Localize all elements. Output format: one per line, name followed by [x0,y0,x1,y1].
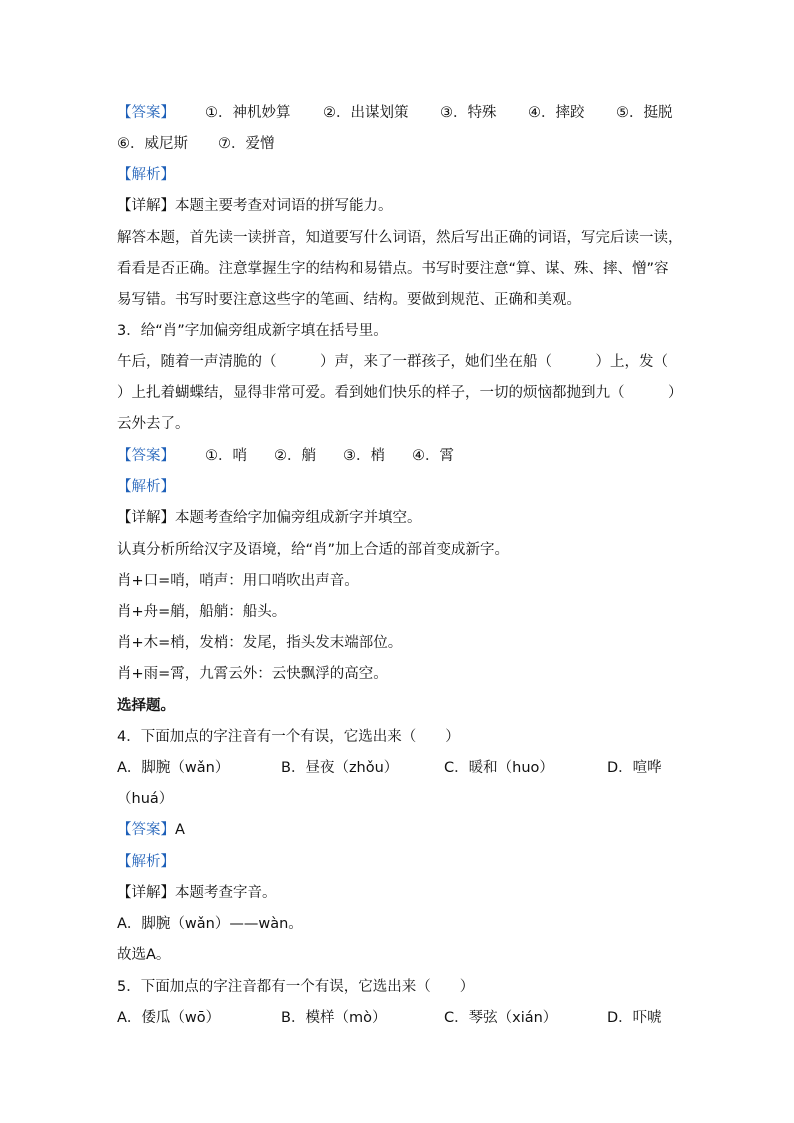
q4-explain: A．脚腕（wǎn）——wàn。 [117,916,303,932]
q5-stem: 5．下面加点的字注音都有一个有误，它选出来（ ） [117,979,475,995]
q2-detail [117,197,393,215]
q3-item-1: 肖+口=哨，哨声：用口哨吹出声音。 [117,573,359,589]
q2-answer-3: ③．特殊 [440,105,497,121]
q4-detail [117,884,277,902]
q4-answer: A [175,822,185,838]
q2-answer-1: ①．神机妙算 [205,105,291,121]
section-title: 选择题。 [117,698,175,714]
q3-answer-tag: 【答案】 [117,448,175,464]
q4-conclusion: 故选A。 [117,947,171,963]
q5-option-b: B．模样（mò） [281,1010,387,1026]
q4-analysis-tag: 【解析】 [117,854,175,870]
q2-para-1: 解答本题，首先读一读拼音，知道要写什么词语，然后写出正确的词语，写完后读一读， [117,230,683,246]
q3-stem: 3．给“肖”字加偏旁组成新字填在括号里。 [117,323,388,339]
q3-answer-2: ②．艄 [274,448,316,464]
q2-answer-2: ②．出谋划策 [323,105,409,121]
q3-item-2: 肖+舟=艄，船艄：船头。 [117,604,287,620]
detail-tag: 【详解】 [117,198,175,214]
q3-detail [117,509,422,527]
q2-para-2: 看看是否正确。注意掌握生字的结构和易错点。书写时要注意“算、谋、殊、摔、憎”容 [117,261,669,277]
q4-option-d: D．喧哗 [607,760,662,776]
q3-line-2: ）上扎着蝴蝶结，显得非常可爱。看到她们快乐的样子，一切的烦恼都抛到九（ ） [117,385,683,401]
detail-tag: 【详解】 [117,885,175,901]
q5-option-a: A．倭瓜（wō） [117,1010,221,1026]
detail-tag: 【详解】 [117,510,175,526]
q3-line-3: 云外去了。 [117,416,190,432]
q2-answer-7: ⑦．爱憎 [218,136,275,152]
q2-answer-4: ④．摔跤 [528,105,585,121]
q3-explain: 认真分析所给汉字及语境，给“肖”加上合适的部首变成新字。 [117,542,510,558]
q2-para-3: 易写错。书写时要注意这些字的笔画、结构。要做到规范、正确和美观。 [117,292,581,308]
q3-answer-3: ③．梢 [343,448,385,464]
q3-line-1: 午后，随着一声清脆的（ ）声，来了一群孩子，她们坐在船（ ）上，发（ [117,354,668,370]
q3-analysis-tag: 【解析】 [117,479,175,495]
q2-answer-line [117,104,175,122]
q3-answer-4: ④．霄 [412,448,454,464]
q2-answer-5: ⑤．挺脱 [616,105,673,121]
q3-item-3: 肖+木=梢，发梢：发尾，指头发末端部位。 [117,635,403,651]
q2-analysis-tag: 【解析】 [117,167,175,183]
q4-answer-line [117,821,185,839]
q5-option-d: D．吓唬 [607,1010,662,1026]
q3-detail-text: 本题考查给字加偏旁组成新字并填空。 [175,510,422,526]
q3-item-4: 肖+雨=霄，九霄云外：云快飘浮的高空。 [117,666,388,682]
answer-tag: 【答案】 [117,822,175,838]
q4-option-a: A．脚腕（wǎn） [117,760,230,776]
q3-answer-1: ①．哨 [205,448,247,464]
q4-detail-text: 本题考查字音。 [175,885,277,901]
answer-tag: 【答案】 [117,105,175,121]
q5-option-c: C．琴弦（xián） [444,1010,558,1026]
q4-option-c: C．暖和（huo） [444,760,554,776]
q2-detail-text: 本题主要考查对词语的拼写能力。 [175,198,393,214]
q2-answer-6: ⑥．威尼斯 [117,136,188,152]
q4-stem: 4．下面加点的字注音有一个有误，它选出来（ ） [117,729,460,745]
q4-option-b: B．昼夜（zhǒu） [281,760,399,776]
q4-option-d-cont: （huá） [117,791,174,807]
